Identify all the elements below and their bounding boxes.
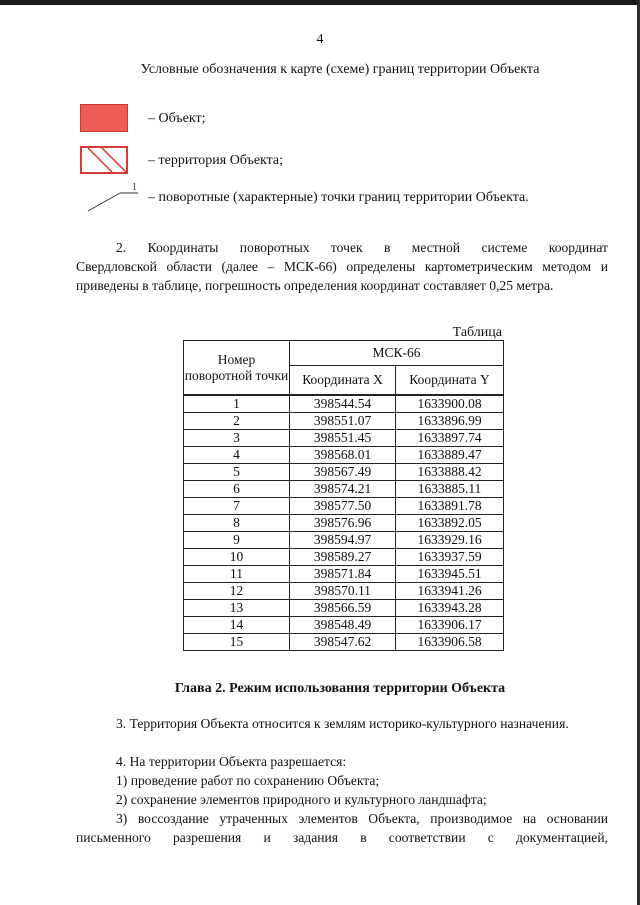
table-row — [184, 430, 504, 447]
coordinate-x: 398566.59 — [290, 600, 396, 617]
point-number: 4 — [184, 447, 290, 464]
table-row — [184, 498, 504, 515]
scan-top-edge — [0, 0, 640, 5]
header-msk66: МСК-66 — [290, 341, 504, 366]
table-row — [184, 413, 504, 430]
table-row — [184, 617, 504, 634]
point-number: 15 — [184, 634, 290, 651]
point-number: 12 — [184, 583, 290, 600]
header-coordinate-y: Координата Y — [396, 366, 504, 396]
table-row — [184, 395, 504, 413]
coordinate-x: 398548.49 — [290, 617, 396, 634]
coordinate-y: 1633888.42 — [396, 464, 504, 481]
coordinates-table — [183, 340, 504, 651]
paragraph-2-line-1: 2. Координаты поворотных точек в местной системе координат — [116, 240, 608, 255]
point-number: 8 — [184, 515, 290, 532]
legend-text: – Объект; — [148, 111, 206, 126]
coordinate-x: 398577.50 — [290, 498, 396, 515]
coordinate-x: 398574.21 — [290, 481, 396, 498]
coordinate-x: 398551.45 — [290, 430, 396, 447]
coordinate-y: 1633892.05 — [396, 515, 504, 532]
header-point-number: Номер поворотной точки — [184, 341, 290, 396]
point-number: 2 — [184, 413, 290, 430]
table-row — [184, 464, 504, 481]
coordinate-y: 1633945.51 — [396, 566, 504, 583]
legend-title: Условные обозначения к карте (схеме) границ территории Объекта — [140, 62, 540, 77]
object-filled-square-icon — [80, 104, 128, 132]
point-number: 5 — [184, 464, 290, 481]
coordinate-x: 398571.84 — [290, 566, 396, 583]
coordinate-y: 1633906.58 — [396, 634, 504, 651]
coordinate-y: 1633941.26 — [396, 583, 504, 600]
coordinate-y: 1633906.17 — [396, 617, 504, 634]
coordinate-y: 1633937.59 — [396, 549, 504, 566]
coordinate-y: 1633896.99 — [396, 413, 504, 430]
coordinate-y: 1633900.08 — [396, 395, 504, 413]
table-row — [184, 634, 504, 651]
coordinate-x: 398594.97 — [290, 532, 396, 549]
table-row — [184, 481, 504, 498]
turning-point-marker-icon — [80, 183, 137, 211]
territory-hatched-square-icon — [80, 146, 128, 174]
paragraph-2-body: Свердловской области (далее – МСК-66) определены картометрическим методом и приведены в таблице, погрешность определения координат составляет 0,25 метра. — [76, 259, 608, 293]
table-row — [184, 447, 504, 464]
point-number: 13 — [184, 600, 290, 617]
header-coordinate-x: Координата X — [290, 366, 396, 396]
point-number: 14 — [184, 617, 290, 634]
coordinate-x: 398589.27 — [290, 549, 396, 566]
coordinate-y: 1633943.28 — [396, 600, 504, 617]
legend-text: – территория Объекта; — [148, 153, 284, 168]
table-row — [184, 532, 504, 549]
point-number: 7 — [184, 498, 290, 515]
coordinate-x: 398568.01 — [290, 447, 396, 464]
point-number: 6 — [184, 481, 290, 498]
page-number: 4 — [316, 32, 324, 47]
point-number: 1 — [184, 395, 290, 413]
table-caption: Таблица — [452, 325, 502, 340]
chapter-2-title: Глава 2. Режим использования территории Объекта — [174, 681, 506, 696]
coordinate-x: 398570.11 — [290, 583, 396, 600]
coordinate-x: 398544.54 — [290, 395, 396, 413]
table-row — [184, 583, 504, 600]
coordinate-x: 398567.49 — [290, 464, 396, 481]
legend-text: – поворотные (характерные) точки границ территории Объекта. — [148, 190, 529, 205]
coordinate-x: 398547.62 — [290, 634, 396, 651]
point-number: 3 — [184, 430, 290, 447]
list-item-2: 2) сохранение элементов природного и культурного ландшафта; — [116, 792, 487, 807]
coordinate-y: 1633889.47 — [396, 447, 504, 464]
list-item-3-line-1: 3) воссоздание утраченных элементов Объекта, производимое на основании — [116, 811, 608, 826]
table-row — [184, 549, 504, 566]
list-item-3-line-2: письменного разрешения и задания в соответствии с документацией, — [76, 830, 608, 845]
list-item-1: 1) проведение работ по сохранению Объекта; — [116, 773, 380, 788]
point-number: 10 — [184, 549, 290, 566]
point-number: 9 — [184, 532, 290, 549]
paragraph-4: 4. На территории Объекта разрешается: — [116, 754, 347, 769]
coordinate-x: 398576.96 — [290, 515, 396, 532]
coordinate-y: 1633929.16 — [396, 532, 504, 549]
coordinate-x: 398551.07 — [290, 413, 396, 430]
coordinate-y: 1633885.11 — [396, 481, 504, 498]
paragraph-3: 3. Территория Объекта относится к землям историко-культурного назначения. — [116, 716, 569, 731]
table-row — [184, 600, 504, 617]
table-row — [184, 566, 504, 583]
coordinate-y: 1633897.74 — [396, 430, 504, 447]
table-row — [184, 515, 504, 532]
coordinate-y: 1633891.78 — [396, 498, 504, 515]
point-number: 11 — [184, 566, 290, 583]
marker-label: 1 — [132, 183, 137, 193]
